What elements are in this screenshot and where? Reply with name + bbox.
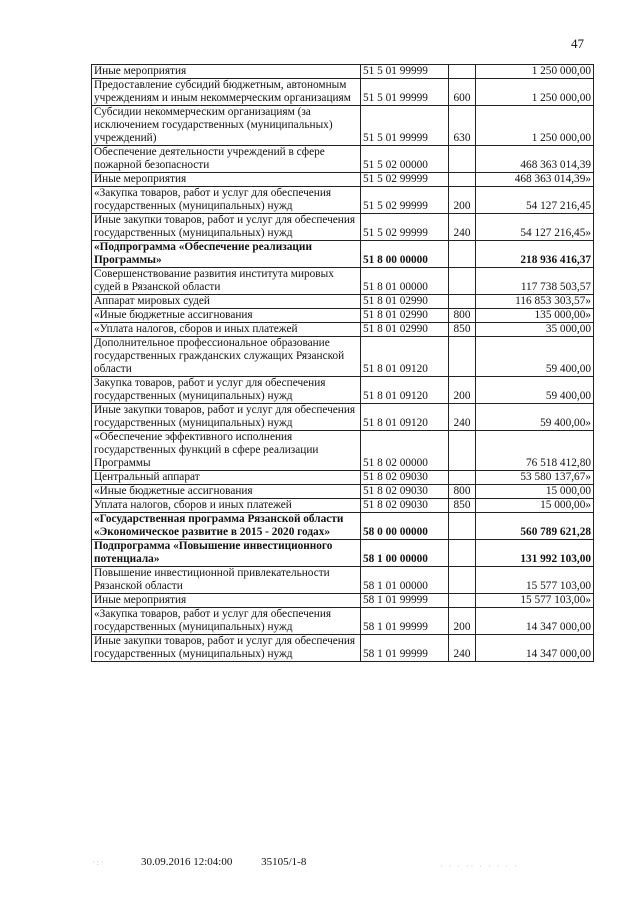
- table-row: [92, 65, 594, 79]
- row-name: Дополнительное профессиональное образование государственных гражданских служащих Рязанской области: [92, 337, 361, 377]
- row-amount: 59 400,00: [476, 337, 594, 377]
- row-code: 51 5 01 99999: [361, 65, 449, 79]
- table-row: [92, 567, 594, 594]
- row-amount: 135 000,00»: [476, 309, 594, 323]
- row-amount: 1 250 000,00: [476, 65, 594, 79]
- row-name: Иные закупки товаров, работ и услуг для обеспечения государственных (муниципальных) нужд: [92, 214, 361, 241]
- row-name: Субсидии некоммерческим организациям (за исключением государственных (муниципальных) учреждений): [92, 106, 361, 146]
- footer: [141, 856, 306, 868]
- row-expense-type: 200: [449, 187, 476, 214]
- row-expense-type: [449, 513, 476, 540]
- row-code: 51 5 01 99999: [361, 106, 449, 146]
- row-amount: 76 518 412,80: [476, 431, 594, 471]
- row-code: 58 1 01 00000: [361, 567, 449, 594]
- row-expense-type: [449, 540, 476, 567]
- row-expense-type: [449, 241, 476, 268]
- row-name: Иные закупки товаров, работ и услуг для обеспечения государственных (муниципальных) нужд: [92, 635, 361, 662]
- table-row: [92, 323, 594, 337]
- row-amount: 59 400,00»: [476, 404, 594, 431]
- row-name: «Обеспечение эффективного исполнения государственных функций в сфере реализации Программы: [92, 431, 361, 471]
- row-amount: 14 347 000,00: [476, 635, 594, 662]
- row-expense-type: [449, 65, 476, 79]
- table-row: [92, 241, 594, 268]
- budget-table-body: [92, 65, 594, 662]
- table-row: [92, 499, 594, 513]
- budget-table: [91, 64, 594, 662]
- row-expense-type: 200: [449, 608, 476, 635]
- row-expense-type: 800: [449, 309, 476, 323]
- row-expense-type: [449, 431, 476, 471]
- scan-speck: · · · ·· · · · · ·: [440, 862, 519, 871]
- row-amount: 468 363 014,39»: [476, 173, 594, 187]
- row-code: 51 8 02 09030: [361, 499, 449, 513]
- row-name: Уплата налогов, сборов и иных платежей: [92, 499, 361, 513]
- row-expense-type: [449, 471, 476, 485]
- row-name: Иные закупки товаров, работ и услуг для обеспечения государственных (муниципальных) нужд: [92, 404, 361, 431]
- row-amount: 15 000,00: [476, 485, 594, 499]
- row-name: «Закупка товаров, работ и услуг для обеспечения государственных (муниципальных) нужд: [92, 608, 361, 635]
- row-name: Подпрограмма «Повышение инвестиционного потенциала»: [92, 540, 361, 567]
- row-code: 51 5 02 99999: [361, 214, 449, 241]
- row-code: 51 8 00 00000: [361, 241, 449, 268]
- row-amount: 1 250 000,00: [476, 79, 594, 106]
- table-row: [92, 146, 594, 173]
- row-amount: 54 127 216,45: [476, 187, 594, 214]
- table-row: [92, 337, 594, 377]
- table-row: [92, 471, 594, 485]
- table-row: [92, 295, 594, 309]
- row-code: 51 5 02 99999: [361, 187, 449, 214]
- row-expense-type: 630: [449, 106, 476, 146]
- row-amount: 14 347 000,00: [476, 608, 594, 635]
- table-row: [92, 540, 594, 567]
- row-code: 51 8 02 09030: [361, 485, 449, 499]
- row-expense-type: [449, 567, 476, 594]
- row-code: 58 1 00 00000: [361, 540, 449, 567]
- footer-datetime: 30.09.2016 12:04:00: [141, 856, 233, 868]
- row-code: 51 8 01 02990: [361, 323, 449, 337]
- row-expense-type: [449, 268, 476, 295]
- footer-doc-number: 35105/1-8: [261, 856, 307, 868]
- row-amount: 35 000,00: [476, 323, 594, 337]
- row-name: Закупка товаров, работ и услуг для обеспечения государственных (муниципальных) нужд: [92, 377, 361, 404]
- row-amount: 59 400,00: [476, 377, 594, 404]
- row-code: 51 8 01 09120: [361, 377, 449, 404]
- row-amount: 117 738 503,57: [476, 268, 594, 295]
- row-expense-type: 850: [449, 323, 476, 337]
- row-expense-type: 600: [449, 79, 476, 106]
- row-name: Иные мероприятия: [92, 594, 361, 608]
- row-name: «Уплата налогов, сборов и иных платежей: [92, 323, 361, 337]
- row-amount: 218 936 416,37: [476, 241, 594, 268]
- row-name: Центральный аппарат: [92, 471, 361, 485]
- row-code: 51 8 01 09120: [361, 337, 449, 377]
- row-code: 51 8 01 00000: [361, 268, 449, 295]
- row-amount: 1 250 000,00: [476, 106, 594, 146]
- table-row: [92, 431, 594, 471]
- table-row: [92, 377, 594, 404]
- row-expense-type: 240: [449, 214, 476, 241]
- table-row: [92, 268, 594, 295]
- row-code: 51 8 01 02990: [361, 295, 449, 309]
- row-name: «Подпрограмма «Обеспечение реализации Программы»: [92, 241, 361, 268]
- row-name: Предоставление субсидий бюджетным, автономным учреждениям и иным некоммерческим организациям: [92, 79, 361, 106]
- scan-speck: ·:·: [92, 858, 106, 867]
- row-name: Иные мероприятия: [92, 65, 361, 79]
- table-row: [92, 79, 594, 106]
- row-expense-type: [449, 337, 476, 377]
- table-row: [92, 214, 594, 241]
- table-row: [92, 106, 594, 146]
- row-name: Аппарат мировых судей: [92, 295, 361, 309]
- row-amount: 15 000,00»: [476, 499, 594, 513]
- row-code: 58 1 01 99999: [361, 608, 449, 635]
- row-name: «Закупка товаров, работ и услуг для обеспечения государственных (муниципальных) нужд: [92, 187, 361, 214]
- row-expense-type: 850: [449, 499, 476, 513]
- row-code: 51 5 02 99999: [361, 173, 449, 187]
- row-code: 51 8 02 09030: [361, 471, 449, 485]
- row-code: 58 1 01 99999: [361, 594, 449, 608]
- row-code: 51 5 02 00000: [361, 146, 449, 173]
- row-expense-type: 800: [449, 485, 476, 499]
- table-row: [92, 404, 594, 431]
- row-code: 51 5 01 99999: [361, 79, 449, 106]
- row-name: Иные мероприятия: [92, 173, 361, 187]
- row-name: «Иные бюджетные ассигнования: [92, 485, 361, 499]
- table-row: [92, 485, 594, 499]
- row-expense-type: [449, 146, 476, 173]
- row-expense-type: 240: [449, 635, 476, 662]
- row-expense-type: [449, 173, 476, 187]
- row-name: «Иные бюджетные ассигнования: [92, 309, 361, 323]
- row-amount: 54 127 216,45»: [476, 214, 594, 241]
- table-row: [92, 608, 594, 635]
- row-amount: 53 580 137,67»: [476, 471, 594, 485]
- row-code: 51 8 02 00000: [361, 431, 449, 471]
- table-row: [92, 173, 594, 187]
- row-expense-type: 240: [449, 404, 476, 431]
- row-amount: 116 853 303,57»: [476, 295, 594, 309]
- row-code: 51 8 01 09120: [361, 404, 449, 431]
- table-row: [92, 309, 594, 323]
- row-name: «Государственная программа Рязанской области «Экономическое развитие в 2015 - 2020 годах»: [92, 513, 361, 540]
- row-expense-type: [449, 295, 476, 309]
- row-amount: 15 577 103,00: [476, 567, 594, 594]
- table-row: [92, 635, 594, 662]
- row-name: Совершенствование развития института мировых судей в Рязанской области: [92, 268, 361, 295]
- row-code: 58 1 01 99999: [361, 635, 449, 662]
- row-amount: 560 789 621,28: [476, 513, 594, 540]
- table-row: [92, 594, 594, 608]
- table-row: [92, 187, 594, 214]
- row-amount: 468 363 014,39: [476, 146, 594, 173]
- row-amount: 131 992 103,00: [476, 540, 594, 567]
- table-row: [92, 513, 594, 540]
- row-expense-type: [449, 594, 476, 608]
- page-number: 47: [571, 36, 584, 51]
- row-expense-type: 200: [449, 377, 476, 404]
- row-code: 51 8 01 02990: [361, 309, 449, 323]
- row-amount: 15 577 103,00»: [476, 594, 594, 608]
- row-name: Обеспечение деятельности учреждений в сфере пожарной безопасности: [92, 146, 361, 173]
- row-name: Повышение инвестиционной привлекательности Рязанской области: [92, 567, 361, 594]
- row-code: 58 0 00 00000: [361, 513, 449, 540]
